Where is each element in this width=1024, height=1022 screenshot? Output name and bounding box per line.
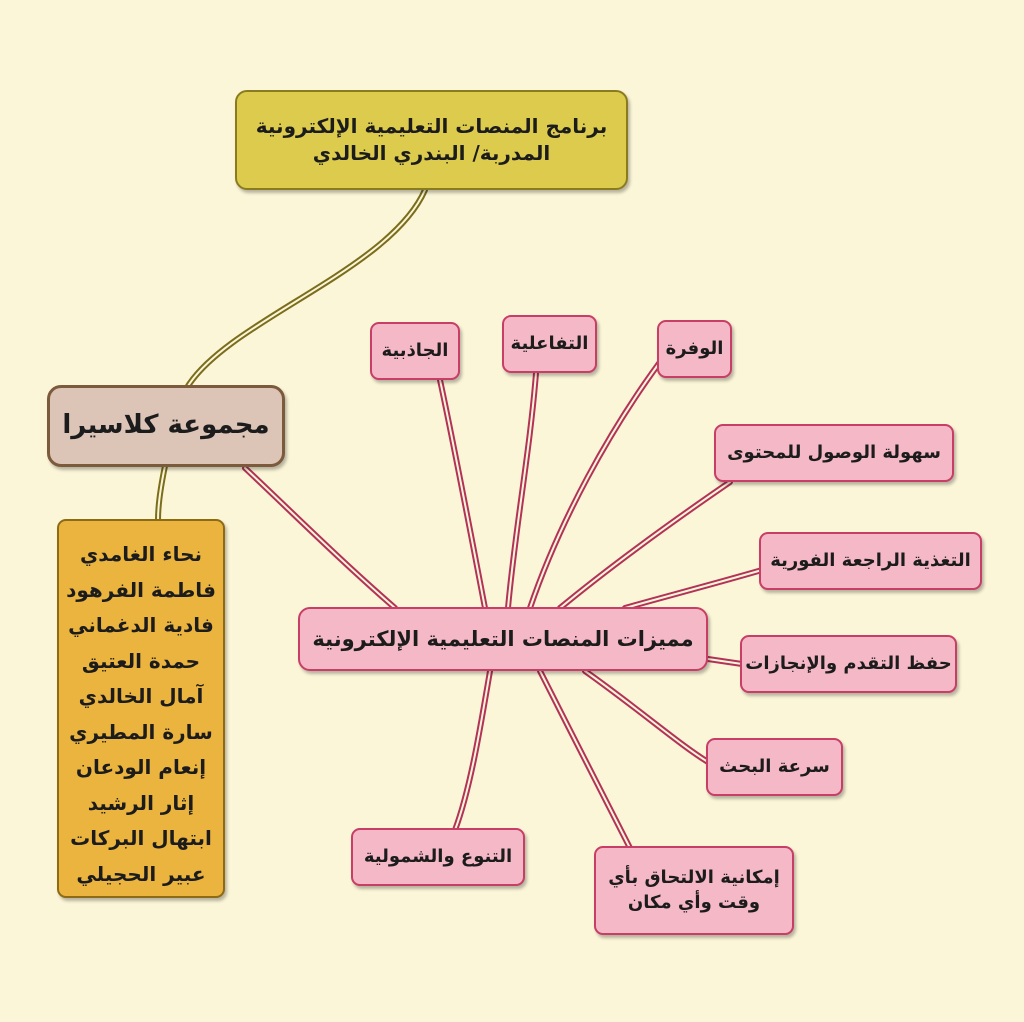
feature-label-line-1: إمكانية الالتحاق بأي xyxy=(608,867,780,889)
feature-label: الجاذبية xyxy=(381,339,449,361)
feature-label: التفاعلية xyxy=(510,332,589,354)
feature-label: حفظ التقدم والإنجازات xyxy=(745,652,952,674)
member-name: عبير الحجيلي xyxy=(76,861,206,886)
title-line-1: برنامج المنصات التعليمية الإلكترونية xyxy=(255,114,608,138)
member-name: فادية الدغماني xyxy=(68,613,214,637)
feature-label: التغذية الراجعة الفورية xyxy=(770,549,971,571)
member-name: إثار الرشيد xyxy=(87,790,195,815)
feature-label-line-2: وقت وأي مكان xyxy=(627,891,761,913)
member-name: ابتهال البركات xyxy=(70,826,212,850)
connector-hub-3 xyxy=(530,362,660,608)
feature-attractiveness xyxy=(370,322,460,380)
member-name: آمال الخالدي xyxy=(78,684,204,708)
feature-diversity xyxy=(351,828,525,886)
feature-easy-access xyxy=(714,424,954,482)
feature-abundance xyxy=(657,320,732,378)
title-box xyxy=(235,90,628,190)
feature-instant-feedback xyxy=(759,532,982,590)
feature-save-progress xyxy=(740,635,957,693)
group-label: مجموعة كلاسيرا xyxy=(62,410,270,441)
feature-fast-search xyxy=(706,738,843,796)
group-box xyxy=(47,385,285,467)
member-name: حمدة العتيق xyxy=(81,648,201,673)
connector-hub-8 xyxy=(455,671,490,830)
title-line-2: المدربة/ البندري الخالدي xyxy=(312,141,551,165)
features-hub xyxy=(298,607,708,671)
member-name: فاطمة الفرهود xyxy=(66,577,216,602)
feature-label: الوفرة xyxy=(665,337,724,359)
features-hub-label: مميزات المنصات التعليمية الإلكترونية xyxy=(312,626,694,651)
feature-label: سرعة البحث xyxy=(719,755,830,777)
member-name: نحاء الغامدي xyxy=(79,542,203,566)
member-name: سارة المطيري xyxy=(69,719,213,744)
feature-label: التنوع والشمولية xyxy=(363,845,513,867)
members-box xyxy=(57,519,225,898)
feature-label: سهولة الوصول للمحتوى xyxy=(727,441,941,463)
feature-interactivity xyxy=(502,315,597,373)
feature-anytime-anywhere xyxy=(594,846,794,935)
member-name: إنعام الودعان xyxy=(75,755,207,779)
